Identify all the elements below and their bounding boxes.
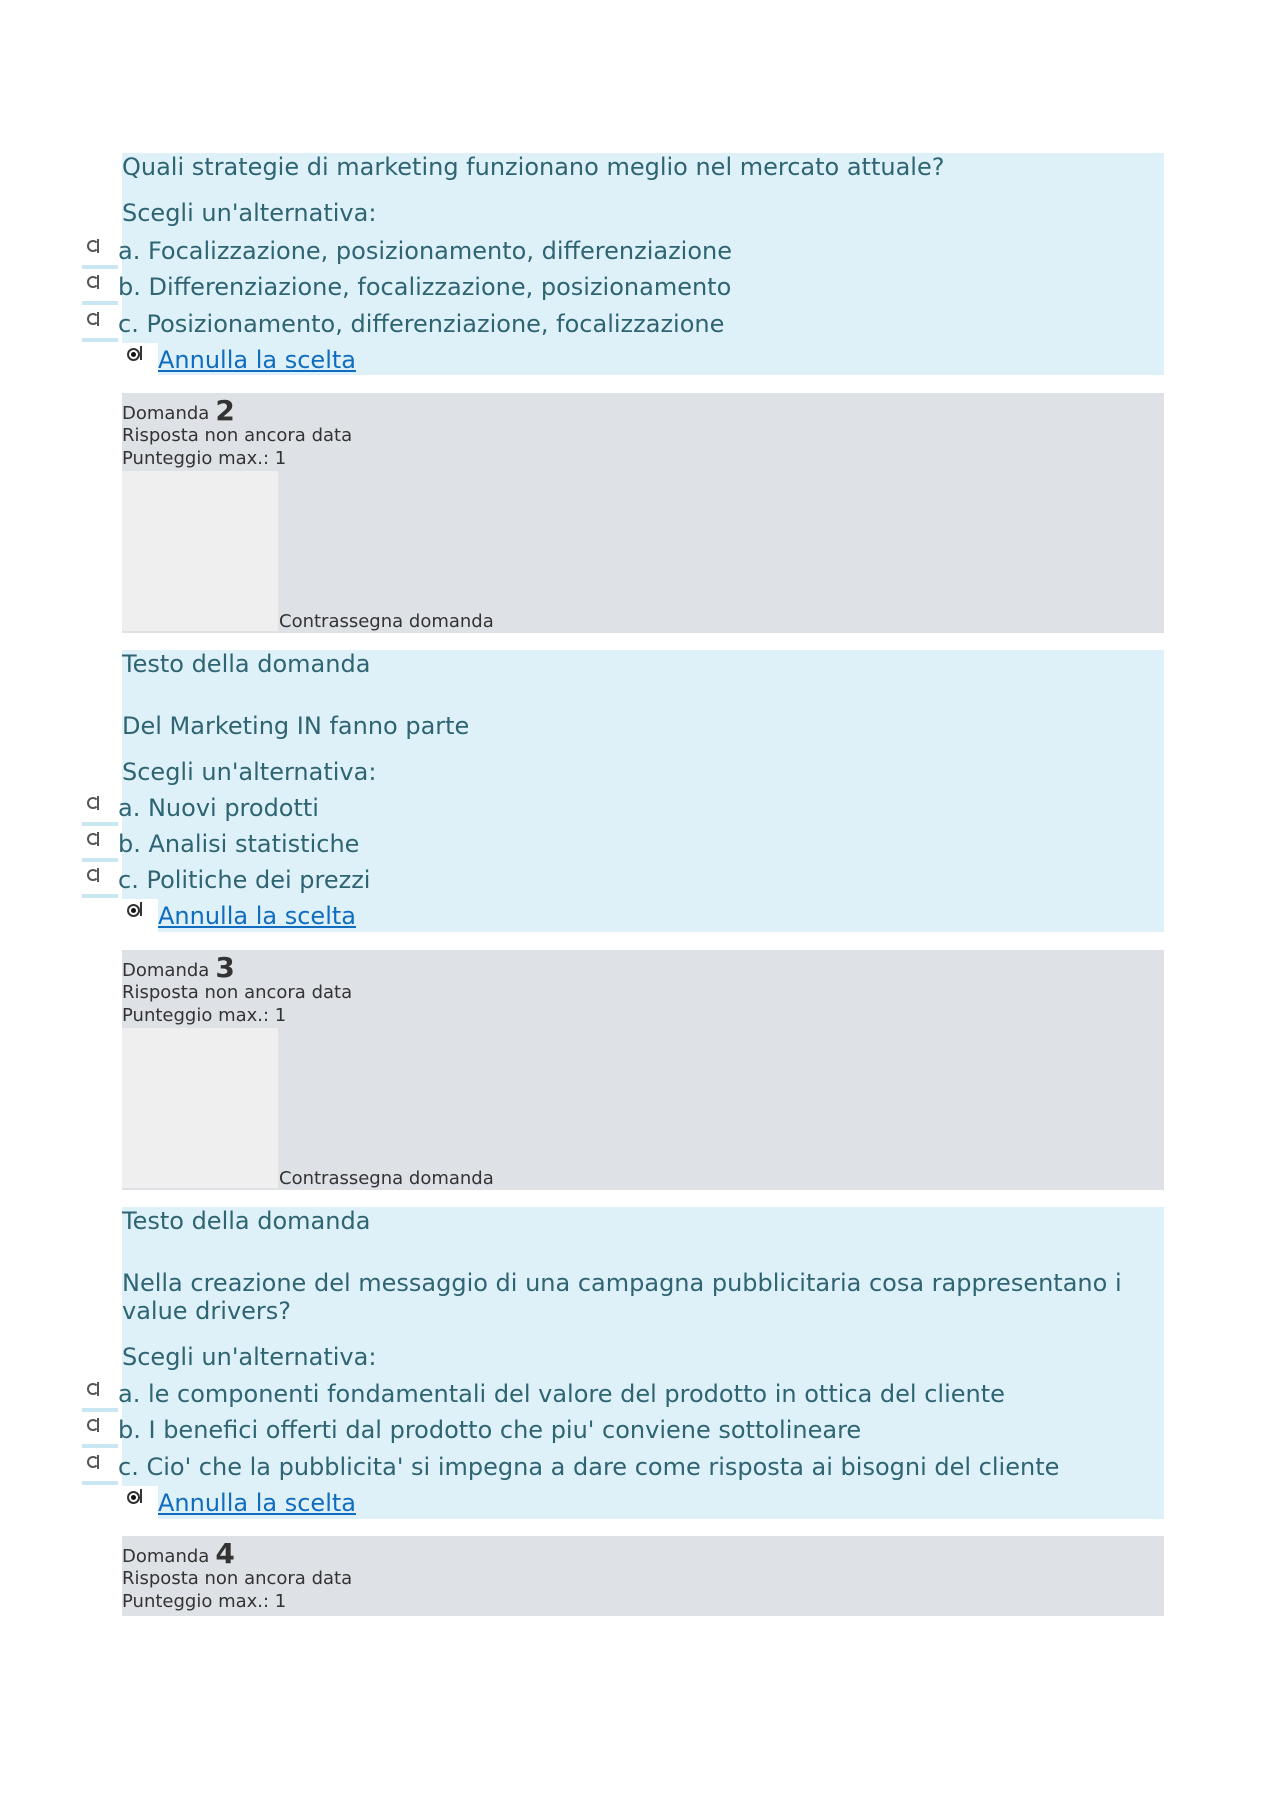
radio-unchecked-icon[interactable] bbox=[82, 866, 118, 898]
question-number: 2 bbox=[215, 394, 235, 427]
radio-unchecked-icon[interactable] bbox=[82, 237, 118, 269]
flag-icon[interactable] bbox=[122, 1028, 278, 1188]
question-2-answer-b-label[interactable]: b. Analisi statistiche bbox=[118, 830, 360, 858]
question-2-grade: Punteggio max.: 1 bbox=[122, 448, 287, 469]
radio-unchecked-icon[interactable] bbox=[82, 273, 118, 305]
clear-choice-link[interactable]: Annulla la scelta bbox=[158, 1489, 356, 1517]
radio-unchecked-icon[interactable] bbox=[82, 1453, 118, 1485]
question-3-prompt: Scegli un'alternativa: bbox=[122, 1343, 377, 1371]
clear-choice-link[interactable]: Annulla la scelta bbox=[158, 902, 356, 930]
question-1-answer-c[interactable] bbox=[118, 308, 1122, 340]
question-2-text: Del Marketing IN fanno parte bbox=[122, 712, 470, 740]
question-1-prompt: Scegli un'alternativa: bbox=[122, 199, 377, 227]
question-1-answer-a-label[interactable]: a. Focalizzazione, posizionamento, differenziazione bbox=[118, 237, 733, 265]
question-2-clear-choice[interactable] bbox=[122, 899, 382, 933]
question-1-content bbox=[118, 153, 1164, 375]
question-2-heading bbox=[122, 394, 235, 428]
radio-checked-icon[interactable] bbox=[122, 1486, 158, 1520]
question-1-text: Quali strategie di marketing funzionano meglio nel mercato attuale? bbox=[122, 153, 945, 181]
question-2-answer-a-label[interactable]: a. Nuovi prodotti bbox=[118, 794, 319, 822]
question-2-content bbox=[118, 650, 1164, 932]
question-3-answer-b-label[interactable]: b. I benefici offerti dal prodotto che piu' conviene sottolineare bbox=[118, 1416, 862, 1444]
radio-unchecked-icon[interactable] bbox=[82, 310, 118, 342]
question-3-answer-c-label[interactable]: c. Cio' che la pubblicita' si impegna a dare come risposta ai bisogni del cliente bbox=[118, 1453, 1060, 1481]
question-4-grade: Punteggio max.: 1 bbox=[122, 1591, 287, 1612]
question-3-answer-a-label[interactable]: a. le componenti fondamentali del valore del prodotto in ottica del cliente bbox=[118, 1380, 1005, 1408]
question-label: Domanda bbox=[122, 403, 210, 424]
question-3-content bbox=[118, 1207, 1164, 1519]
question-2-state: Risposta non ancora data bbox=[122, 425, 353, 446]
clear-choice-link[interactable]: Annulla la scelta bbox=[158, 346, 356, 374]
question-2-answer-c-label[interactable]: c. Politiche dei prezzi bbox=[118, 866, 371, 894]
question-2-answer-b[interactable] bbox=[118, 828, 1122, 860]
question-1-answer-b[interactable] bbox=[118, 271, 1122, 303]
question-3-grade: Punteggio max.: 1 bbox=[122, 1005, 287, 1026]
question-1-answer-c-label[interactable]: c. Posizionamento, differenziazione, focalizzazione bbox=[118, 310, 725, 338]
question-3-text: Nella creazione del messaggio di una campagna pubblicitaria cosa rappresentano i value drivers? bbox=[122, 1269, 1122, 1325]
radio-unchecked-icon[interactable] bbox=[82, 830, 118, 862]
flag-icon[interactable] bbox=[122, 471, 278, 631]
question-3-answer-a[interactable] bbox=[118, 1378, 1122, 1410]
question-3-info bbox=[122, 950, 1164, 1190]
question-2-answer-c[interactable] bbox=[118, 864, 1122, 896]
radio-checked-icon[interactable] bbox=[122, 343, 158, 377]
question-label: Domanda bbox=[122, 960, 210, 981]
question-2-prompt: Scegli un'alternativa: bbox=[122, 758, 377, 786]
radio-unchecked-icon[interactable] bbox=[82, 794, 118, 826]
question-2-answer-a[interactable] bbox=[118, 792, 1122, 824]
radio-checked-icon[interactable] bbox=[122, 899, 158, 933]
question-3-clear-choice[interactable] bbox=[122, 1486, 382, 1520]
question-label: Domanda bbox=[122, 1546, 210, 1567]
question-2-info bbox=[122, 393, 1164, 633]
question-number: 4 bbox=[215, 1537, 235, 1570]
radio-unchecked-icon[interactable] bbox=[82, 1380, 118, 1412]
question-3-state: Risposta non ancora data bbox=[122, 982, 353, 1003]
question-1-answer-b-label[interactable]: b. Differenziazione, focalizzazione, posizionamento bbox=[118, 273, 732, 301]
question-3-heading bbox=[122, 951, 235, 985]
flag-question-link[interactable]: Contrassegna domanda bbox=[279, 1168, 494, 1189]
question-4-state: Risposta non ancora data bbox=[122, 1568, 353, 1589]
question-number: 3 bbox=[215, 951, 235, 984]
question-2-title: Testo della domanda bbox=[122, 650, 371, 678]
radio-unchecked-icon[interactable] bbox=[82, 1416, 118, 1448]
question-1-clear-choice[interactable] bbox=[122, 343, 382, 377]
question-4-info bbox=[122, 1536, 1164, 1616]
question-3-answer-c[interactable] bbox=[118, 1451, 1122, 1483]
question-3-answer-b[interactable] bbox=[118, 1414, 1122, 1446]
question-3-title: Testo della domanda bbox=[122, 1207, 371, 1235]
question-1-answer-a[interactable] bbox=[118, 235, 1122, 267]
flag-question-link[interactable]: Contrassegna domanda bbox=[279, 611, 494, 632]
question-4-heading bbox=[122, 1537, 235, 1571]
